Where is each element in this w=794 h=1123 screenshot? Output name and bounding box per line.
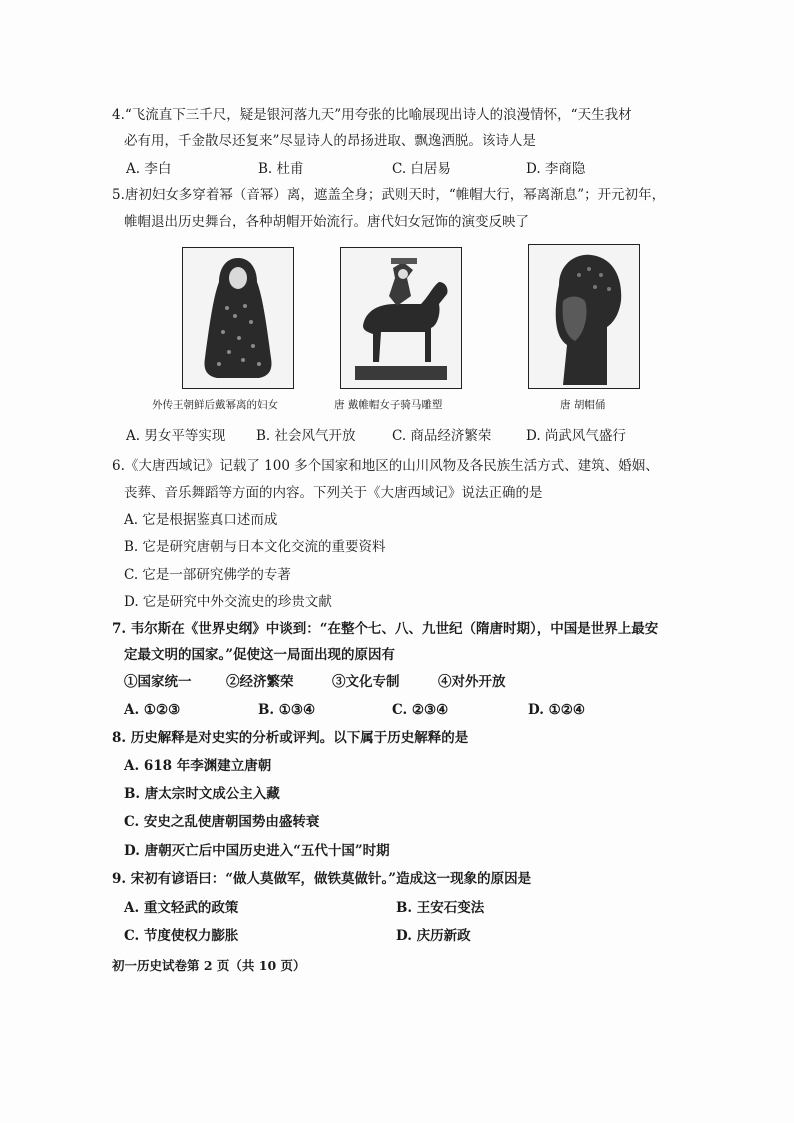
q5-figure-1 [182,247,294,389]
q5-figure-3-caption: 唐 胡帽俑 [560,399,606,411]
q4-option-b: B. 杜甫 [258,161,304,177]
q9-option-b: B. 王安石变法 [396,900,485,916]
q5-figure-1-caption: 外传王朝鲜后戴幂离的妇女 [152,399,278,411]
q4-option-c: C. 白居易 [392,161,451,177]
q7-item-4: ④对外开放 [438,674,506,690]
q8-option-d: D. 唐朝灭亡后中国历史进入“五代十国”时期 [124,843,390,859]
q7-item-1: ①国家统一 [124,674,192,690]
q5-figure-2-caption: 唐 戴帷帽女子骑马雕塑 [334,399,443,411]
q4-option-a: A. 李白 [126,161,172,177]
q5-figure-3 [528,244,640,389]
q5-option-a: A. 男女平等实现 [126,428,226,444]
q7-option-a: A. ①②③ [124,702,181,718]
q6-option-c: C. 它是一部研究佛学的专著 [124,567,291,583]
q8-stem: 8. 历史解释是对史实的分析或评判。以下属于历史解释的是 [112,730,469,746]
q9-option-a: A. 重文轻武的政策 [124,900,239,916]
q5-option-d: D. 尚武风气盛行 [526,428,626,444]
q5-option-c: C. 商品经济繁荣 [392,428,492,444]
q7-option-d: D. ①②④ [528,702,585,718]
q9-stem: 9. 宋初有谚语曰：“做人莫做军，做铁莫做针。”造成这一现象的原因是 [112,871,532,887]
q7-item-3: ③文化专制 [332,674,400,690]
q4-option-d: D. 李商隐 [526,161,586,177]
hu-hat-figurine-icon [529,245,639,388]
horse-rider-sculpture-icon [341,248,461,388]
q4-stem-line2: 必有用，千金散尽还复来”尽显诗人的昂扬进取、飘逸洒脱。该诗人是 [124,133,536,149]
q7-option-c: C. ②③④ [392,702,449,718]
q6-stem-line1: 6.《大唐西域记》记载了 100 多个国家和地区的山川风物及各民族生活方式、建筑、婚姻、 [112,458,659,474]
q8-option-b: B. 唐太宗时文成公主入藏 [124,786,280,802]
q5-figure-2 [340,247,462,389]
q6-option-a: A. 它是根据鉴真口述而成 [124,512,278,528]
page-footer: 初一历史试卷第 2 页（共 10 页） [112,958,306,973]
q6-stem-line2: 丧葬、音乐舞蹈等方面的内容。下列关于《大唐西域记》说法正确的是 [124,485,543,501]
q7-item-2: ②经济繁荣 [226,674,294,690]
q7-stem-line1: 7. 韦尔斯在《世界史纲》中谈到：“在整个七、八、九世纪（隋唐时期），中国是世界上最安 [112,621,659,637]
q6-option-b: B. 它是研究唐朝与日本文化交流的重要资料 [124,539,386,555]
q4-stem-line1: 4.“飞流直下三千尺，疑是银河落九天”用夸张的比喻展现出诗人的浪漫情怀，“天生我材 [112,107,632,123]
q8-option-a: A. 618 年李渊建立唐朝 [124,758,272,774]
q5-stem-line1: 5.唐初妇女多穿着幂（音幂）离，遮盖全身；武则天时，“帷帽大行，幂离渐息”；开元初年， [112,187,666,203]
q5-option-b: B. 社会风气开放 [256,428,356,444]
q7-stem-line2: 定最文明的国家。”促使这一局面出现的原因有 [124,647,396,663]
q9-option-c: C. 节度使权力膨胀 [124,928,239,944]
q5-stem-line2: 帷帽退出历史舞台，各种胡帽开始流行。唐代妇女冠饰的演变反映了 [124,214,529,230]
q8-option-c: C. 安史之乱使唐朝国势由盛转衰 [124,814,320,830]
veiled-woman-figurine-icon [183,248,293,388]
q6-option-d: D. 它是研究中外交流史的珍贵文献 [124,594,332,610]
q9-option-d: D. 庆历新政 [396,928,471,944]
q7-option-b: B. ①③④ [258,702,316,718]
